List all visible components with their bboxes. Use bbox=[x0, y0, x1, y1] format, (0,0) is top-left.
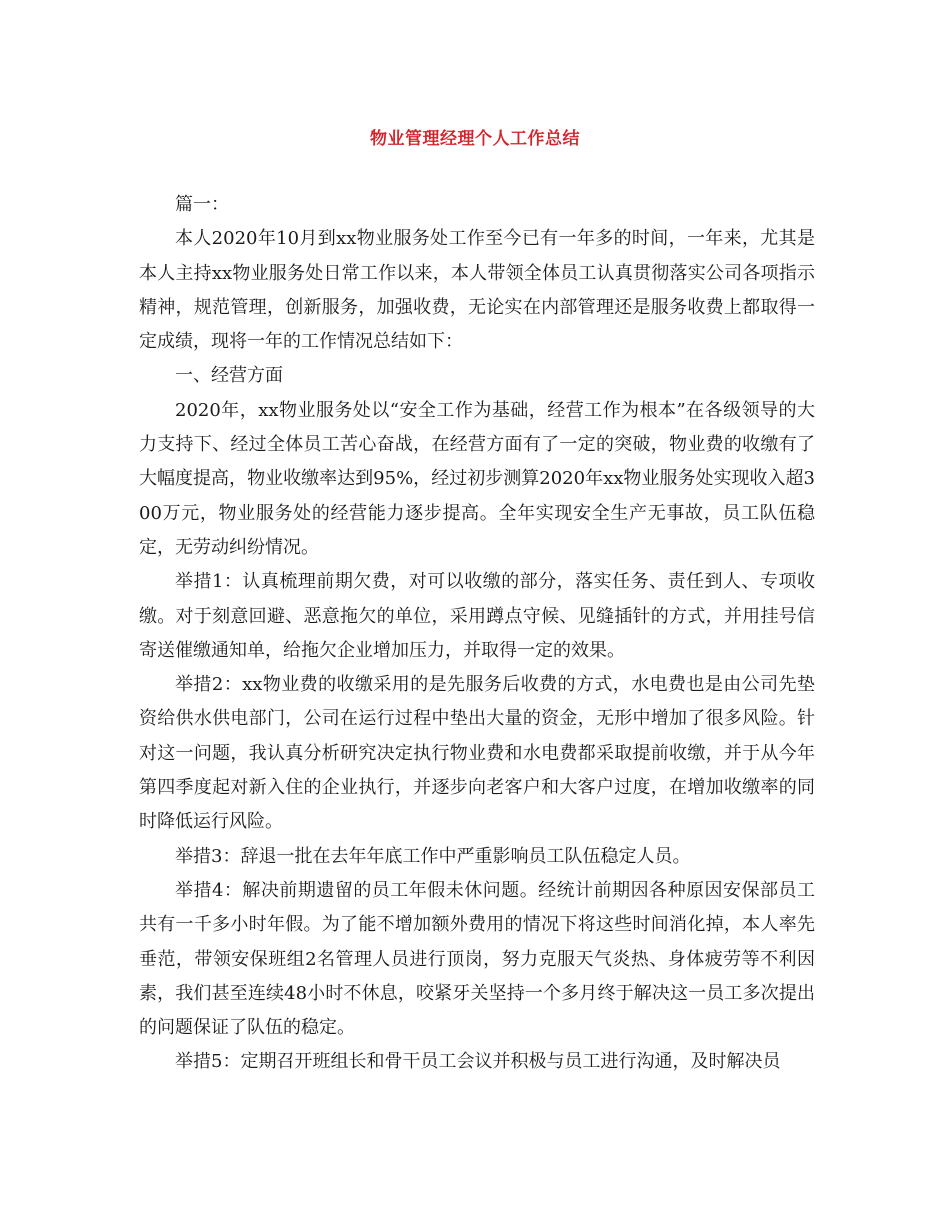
paragraph-measure-5: 举措5：定期召开班组长和骨干员工会议并积极与员工进行沟通，及时解决员 bbox=[175, 1051, 781, 1073]
paragraph-intro: 本人2020年10月到xx物业服务处工作至今已有一年多的时间，一年来，尤其是本人主持xx物业服务处日常工作以来，本人带领全体员工认真贯彻落实公司各项指示精神，规范管理，创新服务，加强收费，无论实在内部管理还是服务收费上都取得一定成绩，现将一年的工作情况总结如下： bbox=[139, 228, 815, 353]
paragraph-operations: 2020年，xx物业服务处以“安全工作为基础，经营工作为根本”在各级领导的大力支持下、经过全体员工苦心奋战，在经营方面有了一定的突破，物业费的收缴有了大幅度提高，物业收缴率达到95%，经过初步测算2020年xx物业服务处实现收入超300万元，物业服务处的经营能力逐步提高。全年实现安全生产无事故，员工队伍稳定，无劳动纠纷情况。 bbox=[139, 399, 815, 558]
section-heading-operations: 一、经营方面 bbox=[175, 365, 283, 387]
paragraph-measure-4: 举措4：解决前期遗留的员工年假未休问题。经统计前期因各种原因安保部员工共有一千多小时年假。为了能不增加额外费用的情况下将这些时间消化掉，本人率先垂范，带领安保班组2名管理人员进行顶岗，努力克服天气炎热、身体疲劳等不利因素，我们甚至连续48小时不休息，咬紧牙关坚持一个多月终于解决这一员工多次提出的问题保证了队伍的稳定。 bbox=[139, 879, 815, 1039]
paragraph-measure-1: 举措1：认真梳理前期欠费，对可以收缴的部分，落实任务、责任到人、专项收缴。对于刻意回避、恶意拖欠的单位，采用蹲点守候、见缝插针的方式，并用挂号信寄送催缴通知单，给拖欠企业增加压力，并取得一定的效果。 bbox=[139, 571, 815, 661]
document-body bbox=[139, 188, 815, 1080]
document-title: 物业管理经理个人工作总结 bbox=[370, 129, 580, 149]
paragraph-measure-3: 举措3：辞退一批在去年年底工作中严重影响员工队伍稳定人员。 bbox=[175, 845, 691, 867]
section-label: 篇一： bbox=[175, 194, 229, 215]
paragraph-measure-2: 举措2：xx物业费的收缴采用的是先服务后收费的方式，水电费也是由公司先垫资给供水供电部门，公司在运行过程中垫出大量的资金，无形中增加了很多风险。针对这一问题，我认真分析研究决定执行物业费和水电费都采取提前收缴，并于从今年第四季度起对新入住的企业执行，并逐步向老客户和大客户过度，在增加收缴率的同时降低运行风险。 bbox=[139, 674, 815, 833]
